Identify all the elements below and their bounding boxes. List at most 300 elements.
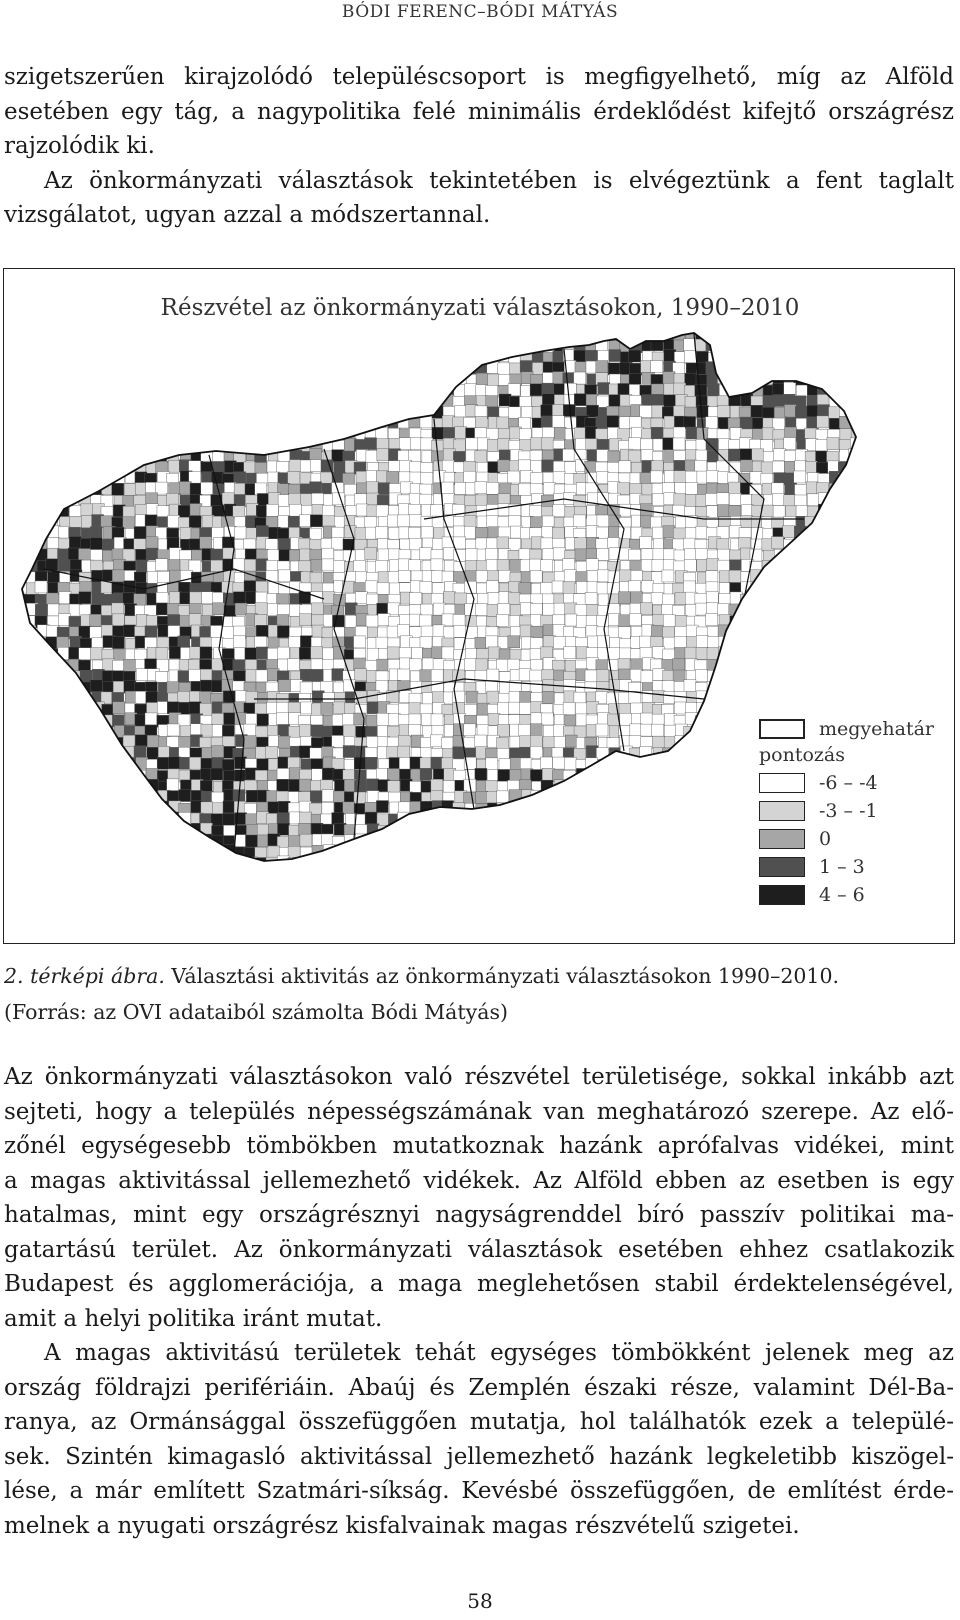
settlement-cell <box>443 351 455 363</box>
settlement-cell <box>773 418 785 430</box>
settlement-cell <box>46 361 58 373</box>
settlement-cell <box>532 339 544 351</box>
settlement-cell <box>235 394 247 406</box>
settlement-cell <box>26 493 38 505</box>
settlement-cell <box>69 801 81 813</box>
settlement-cell <box>597 570 609 582</box>
settlement-cell <box>541 825 553 837</box>
settlement-cell <box>46 394 58 406</box>
settlement-cell <box>587 823 599 835</box>
settlement-cell <box>332 527 344 539</box>
settlement-cell <box>530 571 542 583</box>
settlement-cell <box>531 713 543 725</box>
settlement-cell <box>420 615 432 627</box>
settlement-cell <box>629 814 641 826</box>
settlement-cell <box>839 528 851 540</box>
settlement-cell <box>233 506 245 518</box>
settlement-cell <box>14 867 26 879</box>
settlement-cell <box>211 407 223 419</box>
settlement-cell <box>509 836 521 848</box>
settlement-cell <box>156 559 168 571</box>
settlement-cell <box>267 550 279 562</box>
settlement-cell <box>862 340 874 352</box>
settlement-cell <box>102 394 114 406</box>
settlement-cell <box>730 748 742 760</box>
settlement-cell <box>24 768 36 780</box>
settlement-cell <box>24 748 36 760</box>
settlement-cell <box>509 692 521 704</box>
settlement-cell <box>267 417 279 429</box>
settlement-cell <box>168 626 180 638</box>
settlement-cell <box>322 350 334 362</box>
settlement-mosaic <box>13 328 875 882</box>
settlement-cell <box>806 614 818 626</box>
settlement-cell <box>829 625 841 637</box>
settlement-cell <box>200 647 212 659</box>
settlement-cell <box>828 671 840 683</box>
settlement-cell <box>24 691 36 703</box>
figure-caption <box>4 958 839 1030</box>
settlement-cell <box>795 669 807 681</box>
settlement-cell <box>256 526 268 538</box>
settlement-cell <box>541 405 553 417</box>
settlement-cell <box>189 406 201 418</box>
settlement-cell <box>68 429 80 441</box>
settlement-cell <box>817 615 829 627</box>
settlement-cell <box>641 328 653 340</box>
settlement-cell <box>167 682 179 694</box>
settlement-cell <box>816 647 828 659</box>
settlement-cell <box>641 802 653 814</box>
settlement-cell <box>300 868 312 880</box>
settlement-cell <box>488 845 500 857</box>
settlement-cell <box>334 867 346 879</box>
settlement-cell <box>827 572 839 584</box>
settlement-cell <box>290 372 302 384</box>
settlement-cell <box>707 692 719 704</box>
settlement-cell <box>344 846 356 858</box>
settlement-cell <box>772 537 784 549</box>
settlement-cell <box>400 373 412 385</box>
settlement-cell <box>179 350 191 362</box>
settlement-cell <box>378 350 390 362</box>
settlement-cell <box>178 824 190 836</box>
settlement-cell <box>862 759 874 771</box>
settlement-cell <box>664 350 676 362</box>
settlement-cell <box>279 396 291 408</box>
settlement-cell <box>431 340 443 352</box>
settlement-cell <box>807 594 819 606</box>
settlement-cell <box>684 825 696 837</box>
settlement-cell <box>839 582 851 594</box>
settlement-cell <box>717 659 729 671</box>
settlement-cell <box>136 429 148 441</box>
settlement-cell <box>421 527 433 539</box>
settlement-cell <box>818 571 830 583</box>
settlement-cell <box>48 660 60 672</box>
settlement-cell <box>552 824 564 836</box>
settlement-cell <box>795 647 807 659</box>
settlement-cell <box>575 867 587 879</box>
settlement-cell <box>26 394 38 406</box>
settlement-cell <box>255 636 267 648</box>
settlement-cell <box>376 801 388 813</box>
settlement-cell <box>510 845 522 857</box>
settlement-cell <box>674 471 686 483</box>
settlement-cell <box>740 702 752 714</box>
settlement-cell <box>531 626 543 638</box>
settlement-cell <box>69 702 81 714</box>
settlement-cell <box>134 527 146 539</box>
settlement-cell <box>519 460 531 472</box>
settlement-cell <box>675 736 687 748</box>
settlement-cell <box>652 494 664 506</box>
settlement-cell <box>719 769 731 781</box>
settlement-cell <box>860 417 872 429</box>
settlement-cell <box>860 680 872 692</box>
settlement-cell <box>675 615 687 627</box>
settlement-cell <box>454 812 466 824</box>
settlement-cell <box>134 845 146 857</box>
settlement-cell <box>366 736 378 748</box>
settlement-cell <box>454 361 466 373</box>
settlement-cell <box>729 813 741 825</box>
settlement-cell <box>530 505 542 517</box>
settlement-cell <box>818 504 830 516</box>
settlement-cell <box>367 702 379 714</box>
settlement-cell <box>26 329 38 341</box>
settlement-cell <box>103 835 115 847</box>
settlement-cell <box>839 395 851 407</box>
settlement-cell <box>774 625 786 637</box>
settlement-cell <box>717 748 729 760</box>
settlement-cell <box>24 340 36 352</box>
settlement-cell <box>289 768 301 780</box>
settlement-cell <box>113 438 125 450</box>
settlement-cell <box>695 460 707 472</box>
settlement-cell <box>157 867 169 879</box>
settlement-cell <box>543 857 555 869</box>
settlement-cell <box>321 341 333 353</box>
settlement-cell <box>543 737 555 749</box>
settlement-cell <box>46 626 58 638</box>
settlement-cell <box>695 670 707 682</box>
settlement-cell <box>718 604 730 616</box>
settlement-cell <box>640 537 652 549</box>
settlement-cell <box>630 803 642 815</box>
settlement-cell <box>652 330 664 342</box>
settlement-cell <box>762 339 774 351</box>
settlement-cell <box>389 372 401 384</box>
settlement-cell <box>719 759 731 771</box>
settlement-cell <box>596 845 608 857</box>
settlement-cell <box>740 605 752 617</box>
settlement-cell <box>125 427 137 439</box>
settlement-cell <box>807 627 819 639</box>
settlement-cell <box>817 416 829 428</box>
settlement-cell <box>641 724 653 736</box>
settlement-cell <box>410 351 422 363</box>
settlement-cell <box>311 372 323 384</box>
settlement-cell <box>543 603 555 615</box>
settlement-cell <box>409 659 421 671</box>
settlement-cell <box>15 670 27 682</box>
settlement-cell <box>25 735 37 747</box>
settlement-cell <box>156 647 168 659</box>
settlement-cell <box>575 549 587 561</box>
settlement-cell <box>608 835 620 847</box>
settlement-cell <box>597 857 609 869</box>
settlement-cell <box>531 802 543 814</box>
settlement-cell <box>663 372 675 384</box>
settlement-cell <box>685 801 697 813</box>
settlement-cell <box>783 670 795 682</box>
settlement-cell <box>861 834 873 846</box>
settlement-cell <box>180 418 192 430</box>
settlement-cell <box>552 857 564 869</box>
settlement-cell <box>741 792 753 804</box>
settlement-cell <box>486 813 498 825</box>
settlement-cell <box>444 339 456 351</box>
settlement-cell <box>46 757 58 769</box>
settlement-cell <box>246 329 258 341</box>
settlement-cell <box>476 858 488 870</box>
settlement-cell <box>530 770 542 782</box>
settlement-cell <box>443 493 455 505</box>
settlement-cell <box>224 418 236 430</box>
settlement-cell <box>179 339 191 351</box>
legend-boundary-row <box>759 717 934 741</box>
settlement-cell <box>729 362 741 374</box>
settlement-cell <box>465 658 477 670</box>
settlement-cell <box>629 792 641 804</box>
settlement-cell <box>509 538 521 550</box>
settlement-cell <box>58 471 70 483</box>
settlement-cell <box>167 779 179 791</box>
settlement-cell <box>763 669 775 681</box>
settlement-cell <box>15 427 27 439</box>
settlement-cell <box>103 846 115 858</box>
settlement-cell <box>773 660 785 672</box>
settlement-cell <box>103 768 115 780</box>
settlement-cell <box>223 383 235 395</box>
settlement-cell <box>91 737 103 749</box>
settlement-cell <box>178 505 190 517</box>
settlement-cell <box>112 715 124 727</box>
settlement-cell <box>68 856 80 868</box>
settlement-cell <box>442 373 454 385</box>
settlement-cell <box>508 471 520 483</box>
settlement-cell <box>629 735 641 747</box>
settlement-cell <box>773 559 785 571</box>
settlement-cell <box>113 835 125 847</box>
settlement-cell <box>773 372 785 384</box>
settlement-cell <box>377 582 389 594</box>
settlement-cell <box>14 846 26 858</box>
settlement-cell <box>48 693 60 705</box>
settlement-cell <box>675 770 687 782</box>
settlement-cell <box>70 482 82 494</box>
settlement-cell <box>322 747 334 759</box>
settlement-cell <box>301 494 313 506</box>
settlement-cell <box>498 769 510 781</box>
settlement-cell <box>565 735 577 747</box>
settlement-cell <box>751 405 763 417</box>
settlement-cell <box>114 363 126 375</box>
settlement-cell <box>409 538 421 550</box>
settlement-cell <box>310 482 322 494</box>
settlement-cell <box>266 746 278 758</box>
settlement-cell <box>37 374 49 386</box>
settlement-cell <box>14 528 26 540</box>
settlement-cell <box>740 449 752 461</box>
settlement-cell <box>651 758 663 770</box>
settlement-cell <box>70 714 82 726</box>
settlement-cell <box>112 867 124 879</box>
settlement-cell <box>685 647 697 659</box>
settlement-cell <box>200 396 212 408</box>
settlement-cell <box>157 571 169 583</box>
settlement-cell <box>101 625 113 637</box>
settlement-cell <box>498 504 510 516</box>
settlement-cell <box>389 405 401 417</box>
settlement-cell <box>169 570 181 582</box>
settlement-cell <box>365 548 377 560</box>
settlement-cell <box>103 341 115 353</box>
settlement-cell <box>255 341 267 353</box>
settlement-cell <box>684 339 696 351</box>
settlement-cell <box>322 768 334 780</box>
settlement-cell <box>68 780 80 792</box>
settlement-cell <box>257 493 269 505</box>
settlement-cell <box>113 351 125 363</box>
settlement-cell <box>783 682 795 694</box>
settlement-cell <box>807 341 819 353</box>
settlement-cell <box>167 603 179 615</box>
settlement-cell <box>158 439 170 451</box>
settlement-cell <box>861 560 873 572</box>
settlement-cell <box>189 858 201 870</box>
settlement-cell <box>585 834 597 846</box>
settlement-cell <box>531 824 543 836</box>
settlement-cell <box>277 461 289 473</box>
settlement-cell <box>740 648 752 660</box>
settlement-cell <box>696 792 708 804</box>
settlement-cell <box>827 559 839 571</box>
settlement-cell <box>14 824 26 836</box>
settlement-cell <box>662 759 674 771</box>
settlement-cell <box>596 361 608 373</box>
settlement-cell <box>147 858 159 870</box>
settlement-cell <box>189 669 201 681</box>
settlement-cell <box>817 550 829 562</box>
settlement-cell <box>431 714 443 726</box>
settlement-cell <box>541 713 553 725</box>
settlement-cell <box>14 440 26 452</box>
settlement-cell <box>69 383 81 395</box>
settlement-cell <box>499 570 511 582</box>
settlement-cell <box>795 593 807 605</box>
settlement-cell <box>707 737 719 749</box>
settlement-cell <box>684 538 696 550</box>
settlement-cell <box>860 748 872 760</box>
settlement-cell <box>114 330 126 342</box>
settlement-cell <box>57 637 69 649</box>
settlement-cell <box>784 451 796 463</box>
settlement-cell <box>356 845 368 857</box>
settlement-cell <box>378 328 390 340</box>
settlement-cell <box>311 647 323 659</box>
settlement-cell <box>46 373 58 385</box>
settlement-cell <box>729 658 741 670</box>
settlement-cell <box>233 427 245 439</box>
settlement-cell <box>509 407 521 419</box>
settlement-cell <box>652 803 664 815</box>
settlement-cell <box>310 449 322 461</box>
settlement-cell <box>47 385 59 397</box>
settlement-cell <box>46 462 58 474</box>
settlement-cell <box>257 417 269 429</box>
settlement-cell <box>409 361 421 373</box>
settlement-cell <box>101 814 113 826</box>
settlement-cell <box>48 440 60 452</box>
settlement-cell <box>498 439 510 451</box>
settlement-cell <box>596 724 608 736</box>
settlement-cell <box>508 812 520 824</box>
settlement-cell <box>574 329 586 341</box>
settlement-cell <box>365 517 377 529</box>
settlement-cell <box>422 846 434 858</box>
settlement-cell <box>310 339 322 351</box>
settlement-cell <box>367 330 379 342</box>
settlement-cell <box>433 769 445 781</box>
settlement-cell <box>433 847 445 859</box>
settlement-cell <box>686 812 698 824</box>
settlement-cell <box>400 341 412 353</box>
settlement-cell <box>543 812 555 824</box>
settlement-cell <box>377 603 389 615</box>
settlement-cell <box>13 616 25 628</box>
settlement-cell <box>124 802 136 814</box>
settlement-cell <box>102 759 114 771</box>
settlement-cell <box>25 438 37 450</box>
settlement-cell <box>477 350 489 362</box>
settlement-cell <box>586 329 598 341</box>
settlement-cell <box>180 439 192 451</box>
settlement-cell <box>552 845 564 857</box>
settlement-cell <box>201 802 213 814</box>
settlement-cell <box>631 823 643 835</box>
settlement-cell <box>708 724 720 736</box>
settlement-cell <box>443 780 455 792</box>
settlement-cell <box>575 703 587 715</box>
settlement-cell <box>862 451 874 463</box>
legend-class-label: 4 – 6 <box>819 884 865 906</box>
settlement-cell <box>36 713 48 725</box>
settlement-cell <box>476 659 488 671</box>
settlement-cell <box>860 583 872 595</box>
settlement-cell <box>200 691 212 703</box>
settlement-cell <box>762 571 774 583</box>
settlement-cell <box>421 604 433 616</box>
settlement-cell <box>708 790 720 802</box>
settlement-cell <box>420 494 432 506</box>
settlement-cell <box>730 560 742 572</box>
settlement-cell <box>288 385 300 397</box>
settlement-cell <box>739 537 751 549</box>
settlement-cell <box>222 363 234 375</box>
settlement-cell <box>322 559 334 571</box>
